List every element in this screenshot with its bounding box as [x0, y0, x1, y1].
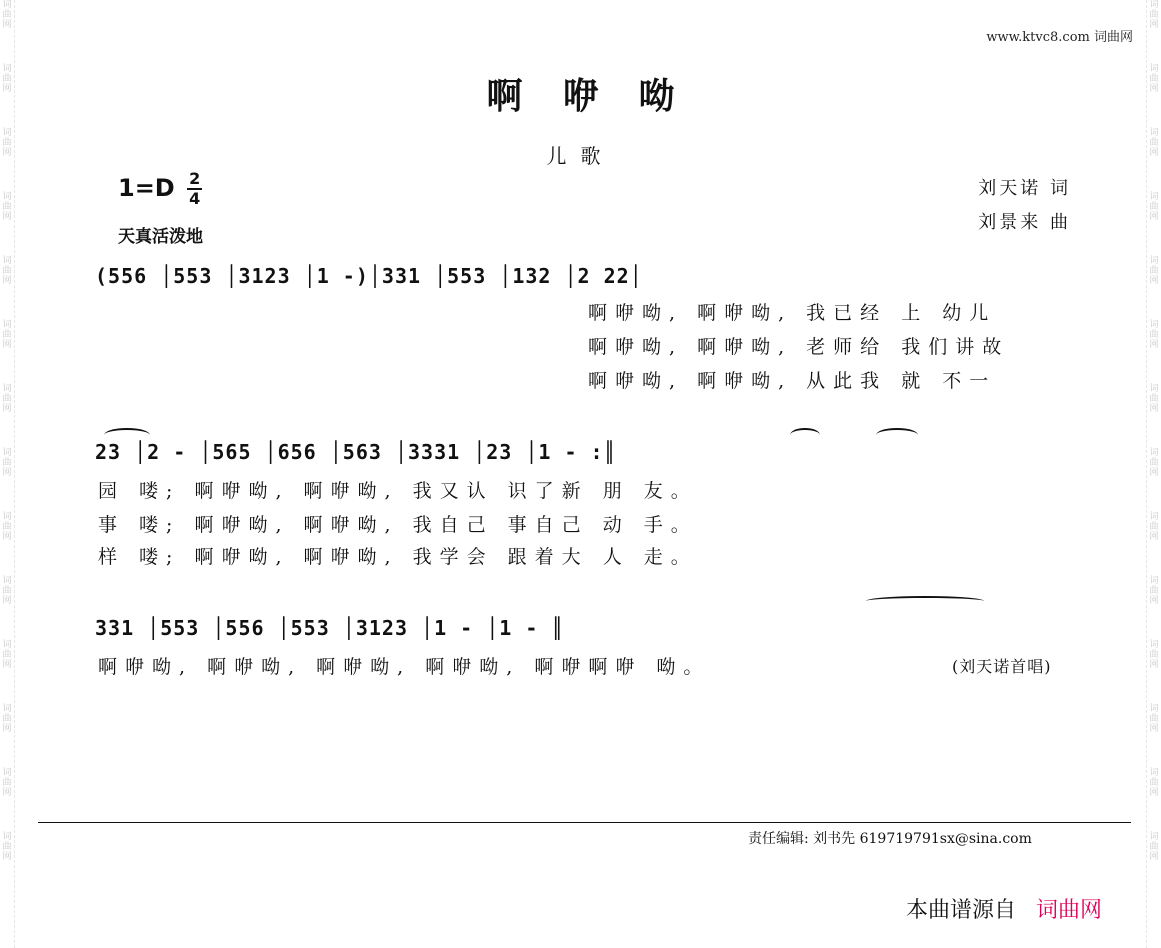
watermark-text: 词曲网 — [2, 704, 12, 734]
watermark-text: 词曲网 — [2, 640, 12, 670]
watermark-text: 词曲网 — [2, 320, 12, 350]
watermark-text: 词曲网 — [2, 256, 12, 286]
watermark-text: 词曲网 — [1149, 512, 1159, 542]
watermark-text: 词曲网 — [2, 64, 12, 94]
lyric-line-3: 啊咿呦, 啊咿呦, 从此我 就 不一 — [588, 370, 997, 392]
watermark-text: 词曲网 — [1149, 64, 1159, 94]
watermark-text: 词曲网 — [1149, 256, 1159, 286]
lyricist-credit: 刘天诺 词 — [978, 178, 1071, 199]
notation-line: 331 │553 │556 │553 │3123 │1 - │1 - ║ — [95, 616, 565, 640]
source-credit — [906, 893, 1102, 924]
performer-note: (刘天诺首唱) — [952, 657, 1052, 676]
time-denominator: 4 — [189, 189, 201, 208]
time-signature — [187, 170, 202, 208]
watermark-text: 词曲网 — [1149, 0, 1159, 30]
watermark-text: 词曲网 — [2, 768, 12, 798]
watermark-text: 词曲网 — [1149, 320, 1159, 350]
watermark-text: 词曲网 — [1149, 128, 1159, 158]
watermark-text: 词曲网 — [2, 832, 12, 862]
editor-credit: 责任编辑: 刘书先 619719791sx@sina.com — [748, 831, 1032, 847]
tie-mark — [866, 596, 984, 606]
time-numerator: 2 — [189, 169, 201, 188]
watermark-text: 词曲网 — [1149, 384, 1159, 414]
watermark-text: 词曲网 — [1149, 448, 1159, 478]
watermark-text: 词曲网 — [2, 192, 12, 222]
composer-credit: 刘景来 曲 — [978, 212, 1071, 233]
watermark-text: 词曲网 — [2, 576, 12, 606]
song-subtitle: 儿歌 — [546, 144, 615, 168]
notation-line: (556 │553 │3123 │1 -)│331 │553 │132 │2 22│ — [95, 264, 643, 288]
song-title: 啊咿呦 — [486, 75, 715, 117]
slur-mark — [790, 428, 820, 442]
watermark-text: 词曲网 — [2, 448, 12, 478]
tempo-marking: 天真活泼地 — [118, 227, 203, 247]
watermark-text: 词曲网 — [2, 512, 12, 542]
watermark-text: 词曲网 — [1149, 640, 1159, 670]
footer-divider — [38, 822, 1131, 823]
watermark-text: 词曲网 — [1149, 768, 1159, 798]
watermark-text: 词曲网 — [1149, 832, 1159, 862]
watermark-text: 词曲网 — [2, 384, 12, 414]
source-site-link[interactable]: 词曲网 — [1036, 898, 1103, 923]
lyric-line-3: 样 喽; 啊咿呦, 啊咿呦, 我学会 跟着大 人 走。 — [98, 546, 698, 568]
watermark-text: 词曲网 — [2, 0, 12, 30]
slur-mark — [876, 428, 918, 442]
lyric-line-1: 啊咿呦, 啊咿呦, 啊咿呦, 啊咿呦, 啊咿啊咿 呦。 — [98, 656, 711, 678]
site-label: www.ktvc8.com 词曲网 — [986, 30, 1133, 45]
watermark-text: 词曲网 — [2, 128, 12, 158]
source-text: 本曲谱源自 — [906, 898, 1017, 923]
key-signature — [118, 170, 202, 208]
lyric-line-1: 啊咿呦, 啊咿呦, 我已经 上 幼儿 — [588, 302, 997, 324]
notation-line: 23 │2 - │565 │656 │563 │3331 │23 │1 - :║ — [95, 440, 617, 464]
watermark-text: 词曲网 — [1149, 704, 1159, 734]
lyric-line-2: 啊咿呦, 啊咿呦, 老师给 我们讲故 — [588, 336, 1010, 358]
lyric-line-1: 园 喽; 啊咿呦, 啊咿呦, 我又认 识了新 朋 友。 — [98, 480, 698, 502]
watermark-text: 词曲网 — [1149, 192, 1159, 222]
lyric-line-2: 事 喽; 啊咿呦, 啊咿呦, 我自己 事自己 动 手。 — [98, 514, 698, 536]
slur-mark — [104, 428, 150, 442]
key-prefix: 1=D — [118, 174, 175, 202]
watermark-text: 词曲网 — [1149, 576, 1159, 606]
